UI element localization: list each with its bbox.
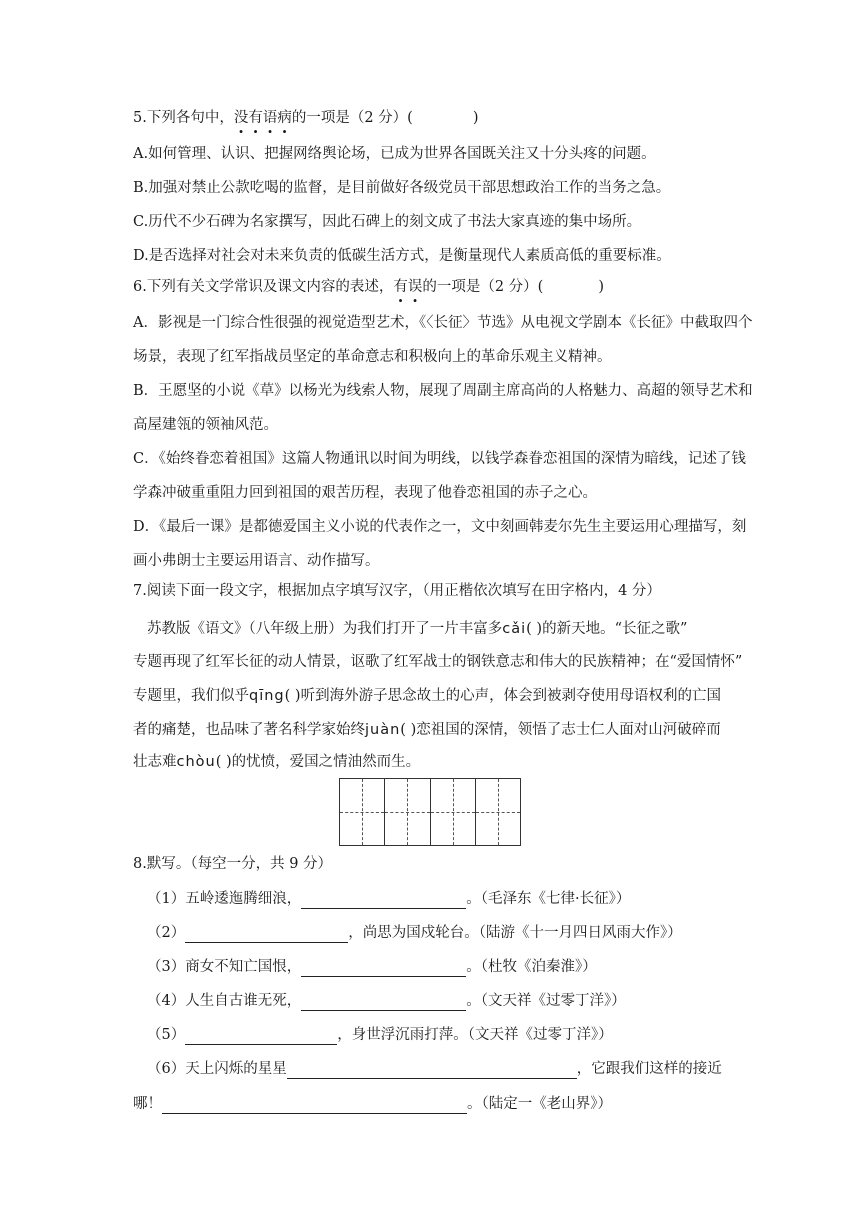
grid-cell-3[interactable] <box>431 779 476 845</box>
q8-item-4: （4）人生自古谁无死， 。（文天祥《过零丁洋》） <box>147 993 626 1009</box>
tianzige-grid[interactable] <box>339 778 521 846</box>
q5-dotted-char: 有 <box>248 110 263 126</box>
q5-dotted-char: 没 <box>233 110 249 126</box>
q7-passage-line-5: 壮志难chòu( )的忧愤，爱国之情油然而生。 <box>133 754 421 770</box>
q7-passage-line-4: 者的痛楚，也品味了著名科学家始终juàn( )恋祖国的深情，领悟了志士仁人面对山河破碎而 <box>133 722 721 738</box>
q5-option-b: B.加强对禁止公款吃喝的监督，是目前做好各级党员干部思想政治工作的当务之急。 <box>133 180 671 196</box>
fill-blank[interactable] <box>162 1097 467 1114</box>
q6-dotted-char: 误 <box>407 279 423 295</box>
q8-item-3: （3）商女不知亡国恨， 。（杜牧《泊秦淮》） <box>147 959 597 975</box>
q6-dotted-char: 有 <box>393 279 408 295</box>
q6-title: 6.下列有关文学常识及课文内容的表述，有误的一项是（2 分）( ) <box>133 279 605 295</box>
grid-cell-4[interactable] <box>476 779 520 845</box>
q7-passage-line-1: 苏教版《语文》（八年级上册）为我们打开了一片丰富多cǎi( )的新天地。“长征之歌” <box>147 621 688 637</box>
q5-dotted-char: 病 <box>277 110 292 126</box>
q8-item-1: （1）五岭逶迤腾细浪， 。（毛泽东《七律·长征》） <box>147 891 631 907</box>
fill-blank[interactable] <box>301 960 466 977</box>
q5-option-d: D.是否选择对社会对未来负责的低碳生活方式，是衡量现代人素质高低的重要标准。 <box>133 248 671 264</box>
fill-blank[interactable] <box>301 892 466 909</box>
pinyin-qing: qīng <box>249 688 285 704</box>
q7-passage-line-2: 专题再现了红军长征的动人情景，讴歌了红军战士的钢铁意志和伟大的民族精神；在“爱国情怀” <box>133 654 743 670</box>
q8-title: 8.默写。（每空一分，共 9 分） <box>133 856 333 872</box>
grid-cell-2[interactable] <box>385 779 430 845</box>
q6-option-b: B．王愿坚的小说《草》以杨光为线索人物，展现了周副主席高尚的人格魅力、高超的领导艺术和高屋建瓴的领袖风范。 <box>133 383 753 433</box>
q8-item-5: （5） ，身世浮沉雨打萍。（文天祥《过零丁洋》） <box>147 1027 613 1043</box>
q5-dotted-char: 语 <box>262 110 278 126</box>
q6-option-c: C．《始终眷恋着祖国》这篇人物通讯以时间为明线，以钱学森眷恋祖国的深情为暗线，记述了钱学森冲破重重阻力回到祖国的艰苦历程，表现了他眷恋祖国的赤子之心。 <box>133 451 746 501</box>
q6-option-a: A．影视是一门综合性很强的视觉造型艺术，《〈长征〉节选》从电视文学剧本《长征》中截取四个场景，表现了红军指战员坚定的革命意志和积极向上的革命乐观主义精神。 <box>133 315 753 365</box>
fill-blank[interactable] <box>185 1028 337 1045</box>
q8-item-6: （6）天上闪烁的星星 ，它跟我们这样的接近 <box>147 1061 722 1077</box>
q6-option-d: D．《最后一课》是都德爱国主义小说的代表作之一，文中刻画韩麦尔先生主要运用心理描写，刻画小弗朗士主要运用语言、动作描写。 <box>133 519 747 569</box>
q5-title: 5.下列各句中，没有语病的一项是（2 分）( ) <box>133 110 479 126</box>
q8-item-2: （2） ，尚思为国戍轮台。（陆游《十一月四日风雨大作》） <box>147 925 682 941</box>
pinyin-cai: cǎi <box>502 621 527 637</box>
pinyin-chou: chòu <box>176 754 216 770</box>
q5-option-c: C.历代不少石碑为名家撰写，因此石碑上的刻文成了书法大家真迹的集中场所。 <box>133 214 642 230</box>
q5-option-a: A.如何管理、认识、把握网络舆论场，已成为世界各国既关注又十分头疼的问题。 <box>133 146 656 162</box>
q7-passage-line-3: 专题里，我们似乎qīng( )听到海外游子思念故土的心声，体会到被剥夺使用母语权利的亡国 <box>133 688 722 704</box>
fill-blank[interactable] <box>287 1062 577 1079</box>
q8-item-6-cont: 哪！ 。（陆定一《老山界》） <box>133 1096 612 1112</box>
grid-cell-1[interactable] <box>340 779 385 845</box>
fill-blank[interactable] <box>185 926 348 943</box>
pinyin-juan: juàn <box>365 722 401 738</box>
q7-title: 7.阅读下面一段文字，根据加点字填写汉字，（用正楷依次填写在田字格内，4 分） <box>133 583 661 599</box>
fill-blank[interactable] <box>301 994 466 1011</box>
